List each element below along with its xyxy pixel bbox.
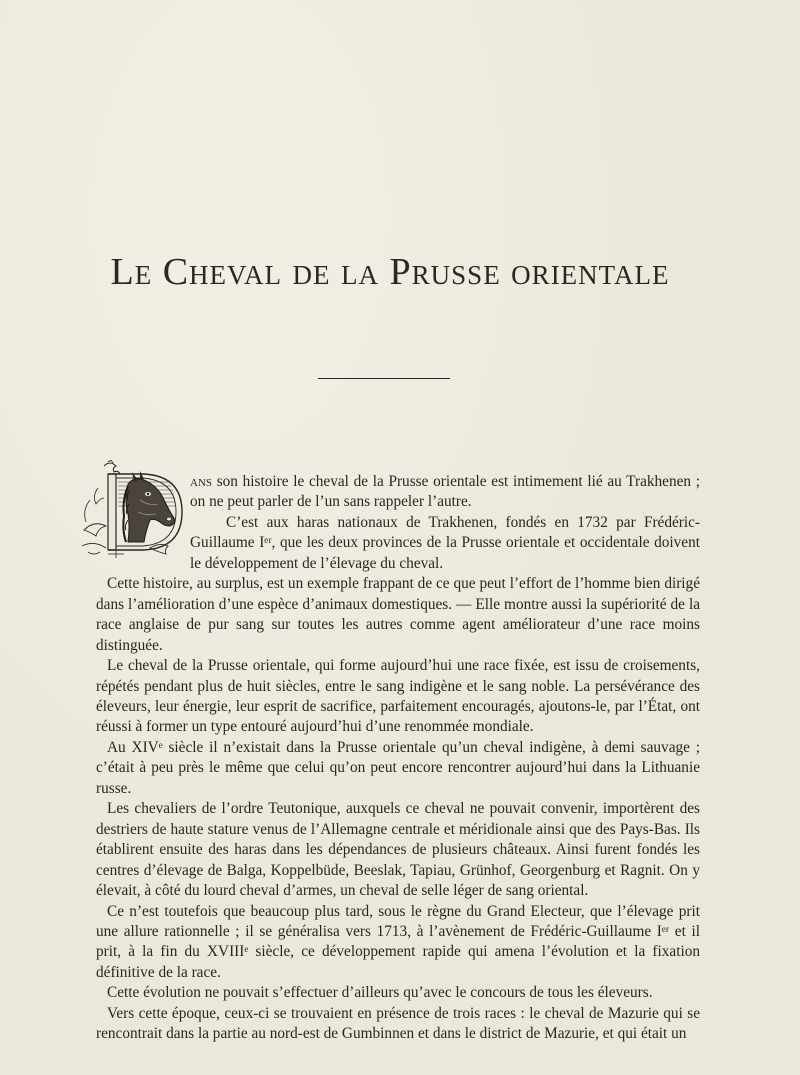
paragraph: Cette évolution ne pouvait s’effectuer d’ailleurs qu’avec le concours de tous les éleveurs. [107, 984, 653, 1002]
paragraph: Les chevaliers de l’ordre Teutonique, auxquels ce cheval ne pouvait convenir, importèrent des destriers de haute stature venus de l’Allemagne centrale et méridionale ainsi que des Pays-Bas. Ils établirent ensuite des haras dans les dépendances de plusieurs châteaux. Ainsi furent fondés les centres d’élevage de Balga, Koppelbüde, Beeslak, Tapiau, Grünhof, Georgenburg et Ragnit. On y élevait, à côté du lourd cheval d’armes, un cheval de selle léger de sang oriental. [96, 800, 700, 900]
paragraph: Le cheval de la Prusse orientale, qui forme aujourd’hui une race fixée, est issu de croisements, répétés pendant plus de huit siècles, entre le sang indigène et le sang noble. La persévérance des éleveurs, leur énergie, leur esprit de sacrifice, parfaitement encouragés, ajoutons-le, par l’État, ont réussi à former un type entouré aujourd’hui d’une renommée mondiale. [96, 657, 700, 736]
paragraph: Vers cette époque, ceux-ci se trouvaient en présence de trois races : le cheval de Mazurie qui se rencontrait dans la partie au nord-est de Gumbinnen et dans le district de Mazurie, et qui était un [96, 1004, 700, 1043]
dropcap-lead: ans [190, 473, 213, 490]
article-body [96, 472, 700, 1045]
paragraph: Au XIVᵉ siècle il n’existait dans la Prusse orientale qu’un cheval indigène, à demi sauvage ; c’était à peu près le même que celui qu’on peut encore rencontrer aujourd’hui dans la Lithuanie russe. [96, 738, 700, 797]
paragraph: Ce n’est toutefois que beaucoup plus tard, sous le règne du Grand Electeur, que l’élevage prit une allure rationnelle ; il se généralisa vers 1713, à l’avènement de Frédéric-Guillaume Iᵉʳ et il prit, à la fin du XVIIIᵉ siècle, ce développement rapide qui amena l’évolution et la fixation définitive de la race. [96, 902, 700, 981]
title-divider [318, 378, 450, 379]
dropcap-space [96, 466, 190, 564]
paragraph: C’est aux haras nationaux de Trakhenen, fondés en 1732 par Frédéric-Guillaume Iᵉʳ, que les deux provinces de la Prusse orientale et occidentale doivent le développement de l’élevage du cheval. [190, 513, 700, 572]
page-title: Le Cheval de la Prusse orientale [110, 251, 670, 293]
paragraph-text: son histoire le cheval de la Prusse orientale est intimement lié au Trakhenen ; on ne peut parler de l’un sans rappeler l’autre. [190, 473, 700, 511]
paragraph: Cette histoire, au surplus, est un exemple frappant de ce que peut l’effort de l’homme bien dirigé dans l’amélioration d’une espèce d’animaux domestiques. — Elle montre aussi la supériorité de la race anglaise de pur sang sur toutes les autres comme agent améliorateur d’une race moins distinguée. [96, 575, 700, 654]
